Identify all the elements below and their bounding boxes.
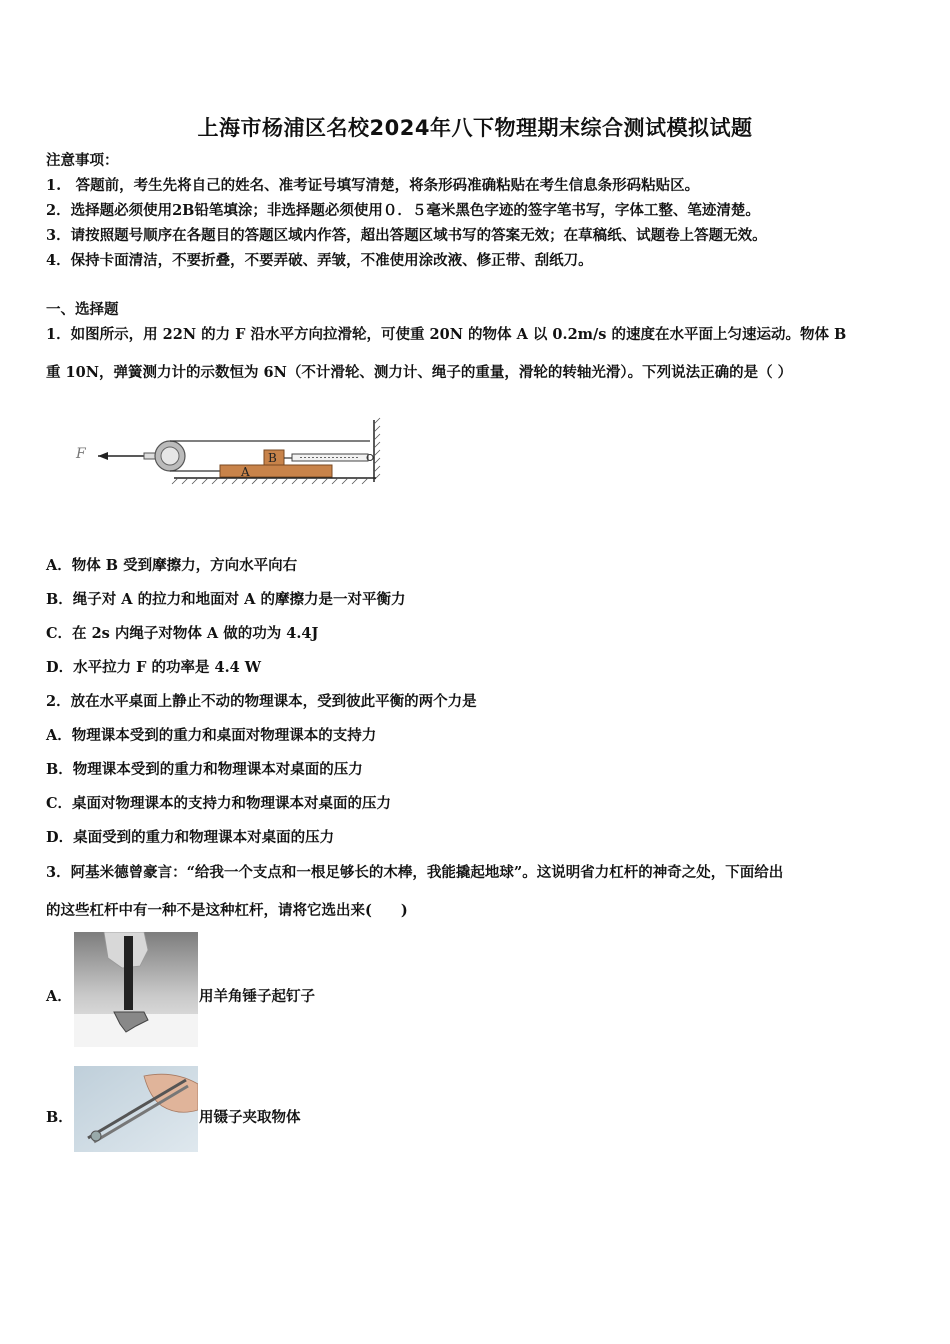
section-heading: 一、选择题 — [46, 301, 119, 318]
tweezers-photo — [74, 1066, 198, 1152]
block-a-label: A — [241, 465, 250, 479]
q1-stem-line1: 1．如图所示，用 22N 的力 F 沿水平方向拉滑轮，可使重 20N 的物体 A 以 0.2m/s 的速度在水平面上匀速运动。物体 B — [46, 326, 847, 343]
q3-stem-line2: 的这些杠杆中有一种不是这种杠杆，请将它选出来( ) — [46, 902, 408, 919]
q1-option-b: B．绳子对 A 的拉力和地面对 A 的摩擦力是一对平衡力 — [46, 591, 406, 608]
force-arrow-head — [98, 452, 108, 460]
q1-option-d: D．水平拉力 F 的功率是 4.4 W — [46, 659, 262, 676]
q2-option-b: B．物理课本受到的重力和物理课本对桌面的压力 — [46, 761, 363, 778]
force-label: F — [76, 446, 86, 462]
page-title: 上海市杨浦区名校2024年八下物理期末综合测试模拟试题 — [197, 116, 753, 140]
q1-option-a: A．物体 B 受到摩擦力，方向水平向右 — [46, 557, 298, 574]
hammer-photo — [74, 932, 198, 1047]
ground-hatching — [172, 478, 368, 484]
q2-option-a: A．物理课本受到的重力和桌面对物理课本的支持力 — [46, 727, 377, 744]
wall-hatching — [374, 418, 380, 480]
held-object — [91, 1131, 101, 1141]
hammer-handle — [124, 936, 133, 1010]
notice-item-4: 4．保持卡面清洁，不要折叠，不要弄破、弄皱，不准使用涂改液、修正带、刮纸刀。 — [46, 252, 593, 269]
block-a — [220, 465, 332, 477]
q2-option-c: C．桌面对物理课本的支持力和物理课本对桌面的压力 — [46, 795, 392, 812]
notice-item-2: 2．选择题必须使用2B铅笔填涂；非选择题必须使用０．５毫米黑色字迹的签字笔书写，字体工整、笔迹清楚。 — [46, 202, 760, 219]
notice-item-1: 1. 答题前，考生先将自己的姓名、准考证号填写清楚，将条形码准确粘贴在考生信息条形码粘贴区。 — [46, 177, 700, 194]
q2-option-d: D．桌面受到的重力和物理课本对桌面的压力 — [46, 829, 335, 846]
q3-stem-line1: 3．阿基米德曾豪言：“给我一个支点和一根足够长的木棒，我能撬起地球”。这说明省力杠杆的神奇之处，下面给出 — [46, 864, 784, 881]
q1-stem-line2: 重 10N，弹簧测力计的示数恒为 6N（不计滑轮、测力计、绳子的重量，滑轮的转轴光滑）。下列说法正确的是（ ） — [46, 364, 793, 381]
q1-figure — [70, 414, 390, 494]
q3-option-a-text: 用羊角锤子起钉子 — [199, 988, 315, 1005]
q1-option-c: C．在 2s 内绳子对物体 A 做的功为 4.4J — [46, 625, 319, 642]
notice-heading: 注意事项： — [46, 152, 119, 169]
q3-option-b-text: 用镊子夹取物体 — [199, 1109, 301, 1126]
q3-option-a-label: A． — [46, 988, 72, 1005]
notice-item-3: 3．请按照题号顺序在各题目的答题区域内作答，超出答题区域书写的答案无效；在草稿纸、试题卷上答题无效。 — [46, 227, 767, 244]
q2-stem: 2．放在水平桌面上静止不动的物理课本，受到彼此平衡的两个力是 — [46, 693, 477, 710]
pulley-inner — [161, 447, 179, 465]
q3-option-b-label: B． — [46, 1109, 73, 1126]
block-b-label: B — [268, 451, 277, 465]
